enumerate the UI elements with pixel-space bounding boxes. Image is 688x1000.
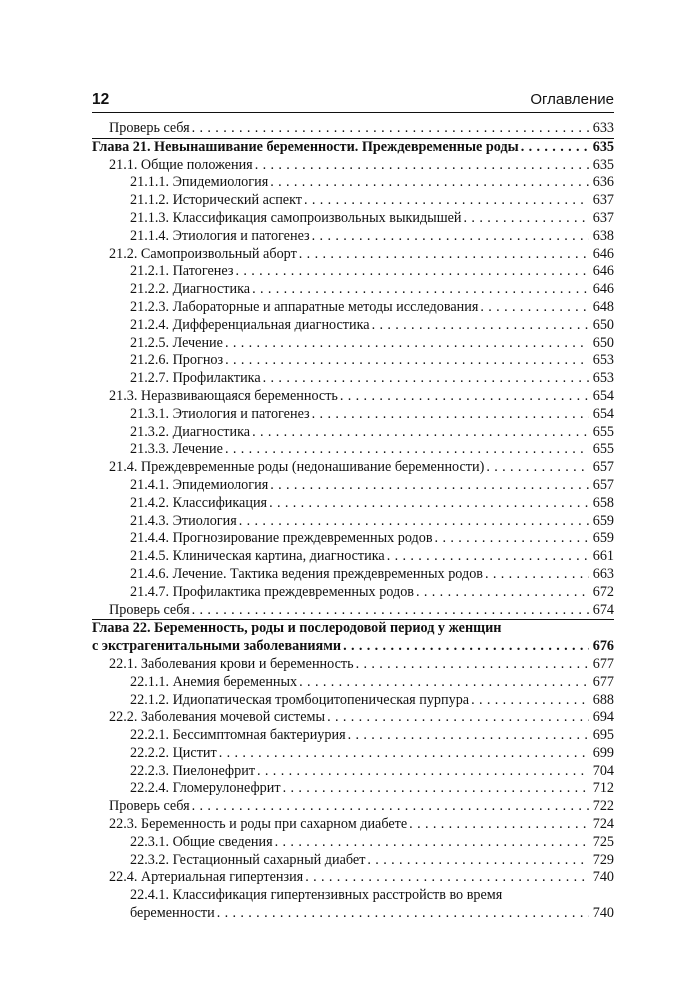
dot-leader xyxy=(484,459,588,477)
toc-entry-page: 722 xyxy=(592,798,614,815)
dot-leader xyxy=(462,210,589,228)
toc-entry-page: 637 xyxy=(592,209,614,226)
toc-entry-title: 21.2. Самопроизвольный аборт xyxy=(109,245,297,262)
toc-entry-title: 21.3.2. Диагностика xyxy=(130,423,251,440)
toc-entry-page: 694 xyxy=(592,709,614,726)
toc-entry-title: 21.4.4. Прогнозирование преждевременных родов xyxy=(130,530,433,547)
dot-leader xyxy=(478,299,588,317)
toc-entry xyxy=(92,513,614,531)
toc-entry-title: 22.3.2. Гестационный сахарный диабет xyxy=(130,851,366,868)
page-number: 12 xyxy=(92,91,110,108)
toc-entry xyxy=(92,869,614,887)
toc-entry-title: беременности xyxy=(130,905,215,922)
toc-entry-title: 21.2.2. Диагностика xyxy=(130,281,251,298)
toc-entry xyxy=(92,459,614,477)
toc-entry xyxy=(92,157,614,175)
toc-entry-page: 740 xyxy=(592,869,614,886)
dot-leader xyxy=(519,139,589,157)
toc-entry-page: 654 xyxy=(592,387,614,404)
toc-entry xyxy=(92,210,614,228)
toc-entry-page: 650 xyxy=(592,316,614,333)
toc-entry-title: 21.3.1. Этиология и патогенез xyxy=(130,405,310,422)
toc-entry-title: 22.2. Заболевания мочевой системы xyxy=(109,709,326,726)
toc-entry-page: 648 xyxy=(592,298,614,315)
dot-leader xyxy=(190,798,589,816)
dot-leader xyxy=(338,388,589,406)
dot-leader xyxy=(346,727,589,745)
toc-entry-title: 22.1. Заболевания крови и беременность xyxy=(109,655,354,672)
dot-leader xyxy=(385,548,589,566)
toc-entry xyxy=(92,780,614,798)
running-head: Оглавление xyxy=(530,91,614,108)
toc-entry xyxy=(92,174,614,192)
toc-entry xyxy=(92,192,614,210)
toc-entry-page: 677 xyxy=(592,655,614,672)
toc-entry xyxy=(92,335,614,353)
dot-leader xyxy=(297,246,589,264)
dot-leader xyxy=(217,745,589,763)
dot-leader xyxy=(233,263,588,281)
toc-entry-title: 21.4.5. Клиническая картина, диагностика xyxy=(130,548,385,565)
toc-entry-page: 712 xyxy=(592,780,614,797)
toc-entry-title: 22.2.3. Пиелонефрит xyxy=(130,762,256,779)
toc-entry-page: 653 xyxy=(592,352,614,369)
toc-entry-page: 688 xyxy=(592,691,614,708)
toc-entry-title: 21.1. Общие положения xyxy=(109,156,253,173)
toc-entry-title: 22.2.2. Цистит xyxy=(130,744,217,761)
toc-entry-page: 729 xyxy=(592,851,614,868)
toc-entry-title: с экстрагенитальными заболеваниями xyxy=(92,638,342,655)
toc-entry-page: 638 xyxy=(592,227,614,244)
toc-entry-title: 22.4.1. Классификация гипертензивных расстройств во время xyxy=(130,887,503,904)
toc-entry-title: 21.2.3. Лабораторные и аппаратные методы исследования xyxy=(130,298,479,315)
dot-leader xyxy=(365,852,588,870)
toc-entry-page: 659 xyxy=(592,512,614,529)
toc-entry-title: 21.2.7. Профилактика xyxy=(130,370,261,387)
dot-leader xyxy=(302,192,589,210)
toc-entry-title: Глава 22. Беременность, роды и послеродовой период у женщин xyxy=(92,620,502,637)
dot-leader xyxy=(253,157,589,175)
toc-entry-title: 21.2.4. Дифференциальная диагностика xyxy=(130,316,370,333)
toc-entry xyxy=(92,228,614,246)
dot-leader xyxy=(223,335,589,353)
toc-entry-title: 21.1.2. Исторический аспект xyxy=(130,192,302,209)
toc-entry xyxy=(92,477,614,495)
toc-entry-page: 740 xyxy=(592,905,614,922)
toc-entry-title: 22.1.1. Анемия беременных xyxy=(130,673,298,690)
toc-entry-page: 650 xyxy=(592,334,614,351)
toc-entry-page: 657 xyxy=(592,459,614,476)
toc-entry xyxy=(92,299,614,317)
dot-leader xyxy=(267,495,589,513)
toc-chapter-entry xyxy=(92,138,614,157)
toc-entry-page: 676 xyxy=(592,638,614,655)
toc-entry-page: 661 xyxy=(592,548,614,565)
toc-entry-title: 22.1.2. Идиопатическая тромбоцитопеническая пурпура xyxy=(130,691,470,708)
toc-entry-title: 22.3.1. Общие сведения xyxy=(130,833,273,850)
toc-entry xyxy=(92,566,614,584)
toc-entry-page: 646 xyxy=(592,245,614,262)
toc-entry-title: 21.1.4. Этиология и патогенез xyxy=(130,227,310,244)
toc-entry-title: Глава 21. Невынашивание беременности. Преждевременные роды xyxy=(92,138,519,155)
dot-leader xyxy=(433,530,589,548)
dot-leader xyxy=(414,584,589,602)
toc-entry xyxy=(92,388,614,406)
dot-leader xyxy=(370,317,589,335)
toc-entry xyxy=(92,709,614,727)
toc-entry-title: 21.3. Неразвивающаяся беременность xyxy=(109,387,338,404)
dot-leader xyxy=(255,763,589,781)
dot-leader xyxy=(273,834,589,852)
toc-entry-title: 22.2.4. Гломерулонефрит xyxy=(130,780,281,797)
toc-entry xyxy=(92,424,614,442)
toc-entry-title: 21.2.1. Патогенез xyxy=(130,263,234,280)
toc-entry-title: Проверь себя xyxy=(109,798,190,815)
dot-leader xyxy=(190,602,589,620)
dot-leader xyxy=(268,477,589,495)
dot-leader xyxy=(297,674,589,692)
toc-entry-page: 674 xyxy=(592,601,614,618)
dot-leader xyxy=(237,513,589,531)
toc-entry-page: 695 xyxy=(592,727,614,744)
dot-leader xyxy=(223,352,589,370)
toc-entry xyxy=(92,692,614,710)
dot-leader xyxy=(407,816,589,834)
toc-entry xyxy=(92,816,614,834)
toc-entry xyxy=(92,317,614,335)
toc-entry xyxy=(92,852,614,870)
toc-entry-title: 21.2.6. Прогноз xyxy=(130,352,224,369)
toc-entry-title: 21.4.7. Профилактика преждевременных родов xyxy=(130,583,414,600)
toc-entry-page: 663 xyxy=(592,565,614,582)
page-header xyxy=(92,90,614,113)
toc-entry-title: 22.2.1. Бессимптомная бактериурия xyxy=(130,727,346,744)
toc-entry-title: Проверь себя xyxy=(109,601,190,618)
toc-entry-title: 21.1.3. Классификация самопроизвольных выкидышей xyxy=(130,209,462,226)
toc-entry-title: 22.4. Артериальная гипертензия xyxy=(109,869,304,886)
dot-leader xyxy=(310,406,589,424)
toc-chapter-entry xyxy=(92,619,614,638)
toc-entry xyxy=(92,745,614,763)
toc-entry-title: 21.1.1. Эпидемиология xyxy=(130,174,269,191)
toc-entry-title: Проверь себя xyxy=(109,120,190,136)
dot-leader xyxy=(281,780,589,798)
toc-entry-page: 724 xyxy=(592,816,614,833)
toc-entry-title: 21.4.2. Классификация xyxy=(130,494,268,511)
dot-leader xyxy=(354,656,589,674)
toc-entry-page: 635 xyxy=(592,156,614,173)
toc-entry-title: 21.4.3. Этиология xyxy=(130,512,237,529)
toc-entry-page: 657 xyxy=(592,476,614,493)
dot-leader xyxy=(190,120,589,138)
dot-leader xyxy=(250,424,589,442)
toc-entry xyxy=(92,441,614,459)
toc-entry xyxy=(92,263,614,281)
toc-entry-page: 725 xyxy=(592,833,614,850)
dot-leader xyxy=(341,638,589,656)
toc-entry-page: 633 xyxy=(592,120,614,136)
toc-entry xyxy=(92,887,614,905)
toc-entry-title: 21.2.5. Лечение xyxy=(130,334,223,351)
toc-entry-title: 22.3. Беременность и роды при сахарном диабете xyxy=(109,816,408,833)
dot-leader xyxy=(469,692,589,710)
toc-entry xyxy=(92,352,614,370)
toc-entry-page: 658 xyxy=(592,494,614,511)
toc-entry xyxy=(92,656,614,674)
toc-entry xyxy=(92,727,614,745)
toc-entry-title: 21.4.6. Лечение. Тактика ведения преждевременных родов xyxy=(130,565,483,582)
toc-entry xyxy=(92,370,614,388)
dot-leader xyxy=(310,228,589,246)
dot-leader xyxy=(223,441,589,459)
dot-leader xyxy=(250,281,589,299)
dot-leader xyxy=(261,370,589,388)
toc-entry xyxy=(92,674,614,692)
toc-entry-page: 655 xyxy=(592,441,614,458)
toc-entry xyxy=(92,246,614,264)
toc-entry-page: 704 xyxy=(592,762,614,779)
toc-entry xyxy=(92,406,614,424)
toc-entry-title: 21.4.1. Эпидемиология xyxy=(130,476,269,493)
dot-leader xyxy=(268,174,589,192)
toc-entry xyxy=(92,495,614,513)
toc-entry xyxy=(92,120,614,138)
toc-entry-page: 646 xyxy=(592,281,614,298)
toc-entry xyxy=(92,905,614,923)
toc-entry-page: 654 xyxy=(592,405,614,422)
toc-entry xyxy=(92,281,614,299)
toc-entry xyxy=(92,834,614,852)
toc-entry-page: 646 xyxy=(592,263,614,280)
dot-leader xyxy=(215,905,589,923)
toc-entry xyxy=(92,584,614,602)
toc-entry xyxy=(92,548,614,566)
table-of-contents xyxy=(92,120,614,923)
toc-entry-page: 655 xyxy=(592,423,614,440)
toc-entry-page: 677 xyxy=(592,673,614,690)
toc-entry xyxy=(92,798,614,816)
toc-entry-page: 699 xyxy=(592,744,614,761)
dot-leader xyxy=(303,869,589,887)
toc-entry xyxy=(92,602,614,620)
toc-entry-title: 21.3.3. Лечение xyxy=(130,441,223,458)
toc-entry-page: 636 xyxy=(592,174,614,191)
toc-entry-page: 672 xyxy=(592,583,614,600)
toc-entry-page: 659 xyxy=(592,530,614,547)
dot-leader xyxy=(483,566,589,584)
dot-leader xyxy=(325,709,589,727)
toc-chapter-entry xyxy=(92,638,614,656)
toc-entry-title: 21.4. Преждевременные роды (недонашивание беременности) xyxy=(109,459,485,476)
toc-entry-page: 635 xyxy=(592,138,614,155)
toc-entry-page: 637 xyxy=(592,192,614,209)
toc-entry-page: 653 xyxy=(592,370,614,387)
toc-entry xyxy=(92,763,614,781)
toc-entry xyxy=(92,530,614,548)
